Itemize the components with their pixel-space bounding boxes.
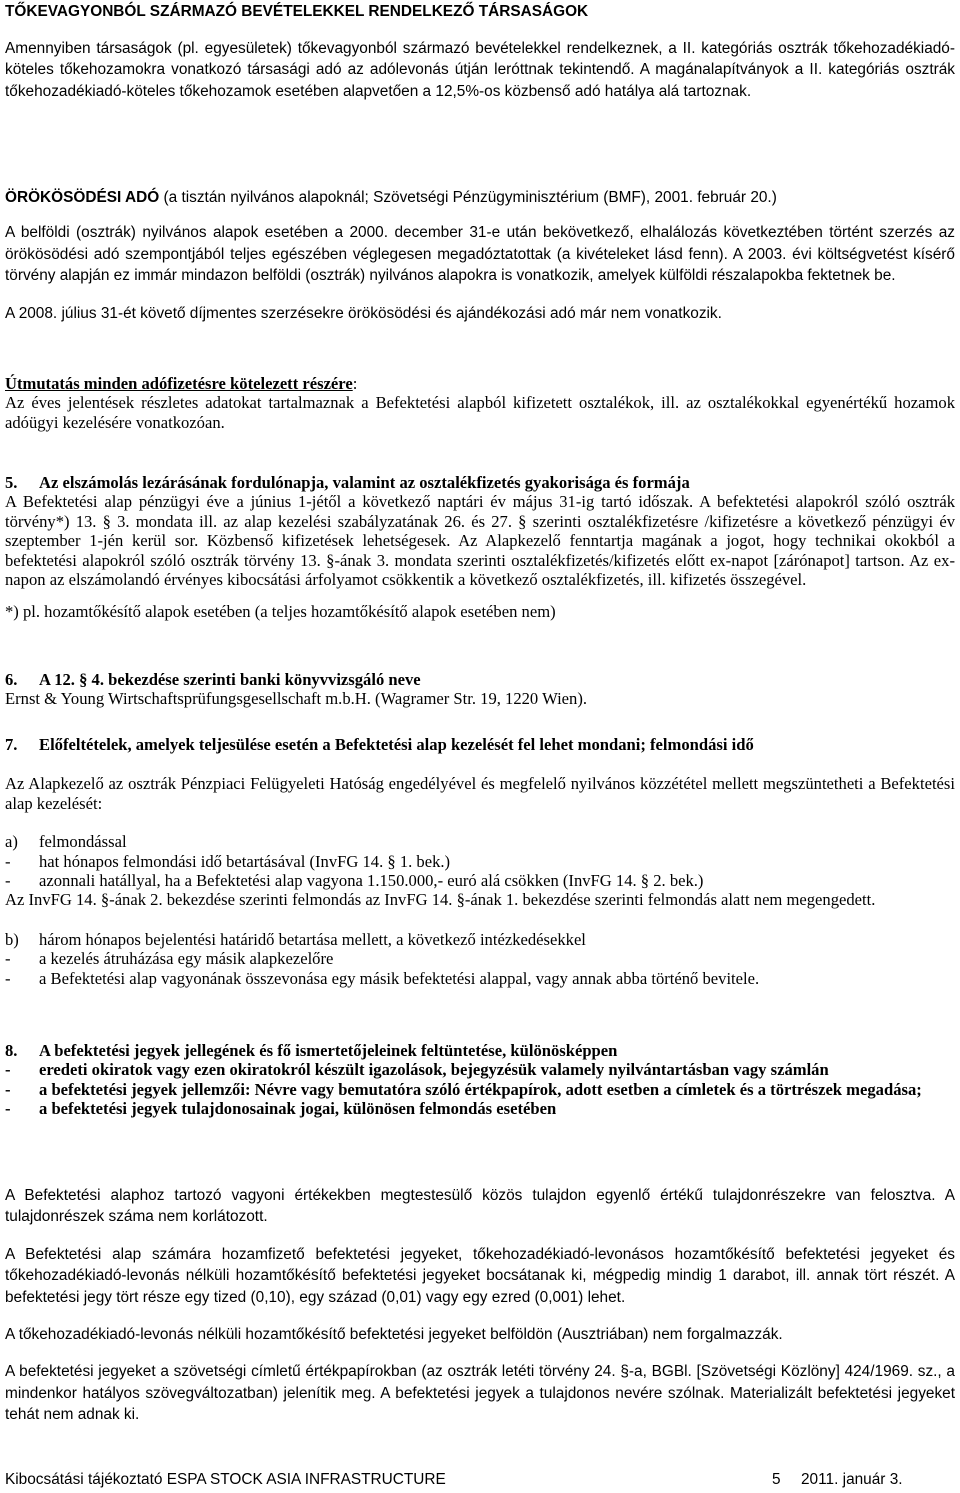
section-8-heading	[5, 1041, 955, 1060]
section-8-item-3	[5, 1099, 955, 1118]
guidance-paragraph: Az éves jelentések részletes adatokat tartalmaznak a Befektetési alapból kifizetett osztalékok, ill. az osztalékokkal egyenértékű hozamok adóügyi kezelésére vonatkozóan.	[5, 393, 955, 432]
section-8-item-3-text: a befektetési jegyek tulajdonosainak jogai, különösen felmondás esetében	[39, 1099, 557, 1119]
section-8-title: A befektetési jegyek jellegének és fő ismertetőjeleinek feltüntetése, különösképpen	[39, 1041, 618, 1060]
section-7-item-b-1	[5, 949, 955, 968]
item-a-marker: a)	[5, 832, 18, 852]
section-6-auditor: Ernst & Young Wirtschaftsprüfungsgesellschaft m.b.H. (Wagramer Str. 19, 1220 Wien).	[5, 689, 588, 709]
inheritance-tax-paragraph-1: A belföldi (osztrák) nyilvános alapok esetében a 2000. december 31-e után bekövetkező, elhalálozás következtében történt szerzés az örökösödési adó szempontjából teljes egészében véglegesen megadóztatottak (a kivételeket lásd fenn). A 2003. évi költségvetést kísérő törvény alapján ez immár mindazon belföldi (osztrák) nyilvános alapokra is vonatkozik, amelyek külföldi részalapokba fektetnek be.	[5, 224, 955, 285]
guidance-section	[5, 374, 955, 432]
item-b-1-text: a kezelés átruházása egy másik alapkezelőre	[39, 949, 334, 969]
section-5-footnote: *) pl. hozamtőkésítő alapok esetében (a teljes hozamtőkésítő alapok esetében nem)	[5, 602, 556, 622]
inheritance-tax-label: ÖRÖKÖSÖDÉSI ADÓ	[5, 189, 160, 206]
section-5-title: Az elszámolás lezárásának fordulónapja, valamint az osztalékfizetés gyakorisága és formája	[39, 473, 690, 492]
item-a-1-text: hat hónapos felmondási idő betartásával (InvFG 14. § 1. bek.)	[39, 851, 451, 871]
guidance-title-text: Útmutatás minden adófizetésre kötelezett részére	[5, 374, 353, 393]
footer-date: 2011. január 3.	[801, 1471, 903, 1488]
section-8-paragraphs	[5, 1185, 955, 1426]
inheritance-tax-note: (a tisztán nyilvános alapoknál; Szövetségi Pénzügyminisztérium (BMF), 2001. február 20.)	[159, 189, 777, 206]
dash-marker: -	[5, 851, 11, 871]
section-7-number: 7.	[5, 735, 18, 754]
section-8-item-1-text: eredeti okiratok vagy ezen okiratokról készült igazolások, bejegyzésük valamely nyilvántartásban vagy számlán	[39, 1060, 829, 1080]
intro-section	[5, 38, 955, 102]
section-8-paragraph-3: A tőkehozadékiadó-levonás nélküli hozamtőkésítő befektetési jegyeket belföldön (Ausztriában) nem forgalmazzák.	[5, 1326, 783, 1344]
section-5-paragraph: A Befektetési alap pénzügyi éve a június 1-jétől a következő naptári év május 31-ig tartó időszak. A befektetési alapokról szóló osztrák törvény*) 13. § 3. mondata ill. az alap kezelési szabályzatának 26. és 27. § szerinti osztalékfizetésre /kifizetésre a következő pénzügyi év szeptember 1-jén kerül sor. Közbenső kifizetések lehetségesek. Az Alapkezelő fenntartja magának a jogot, hogy technikai okokból a befektetési alapokról szóló osztrák törvény 13. §-ának 3. mondata szerinti osztalékfizetés/kifizetés előtt ex-napot [zárónapot] tartson. Az ex-napon az elszámolandó érvényes kibocsátási árfolyamot csökkentik a következő osztalékfizetés, ill. kifizetés összegével.	[5, 492, 955, 590]
section-8-paragraph-2: A Befektetési alap számára hozamfizető befektetési jegyeket, tőkehozadékiadó-levonásos hozamtőkésítő befektetési jegyeket és tőkehozadékiadó-levonás nélküli hozamtőkésítő befektetési jegyeket bocsátanak ki, mégpedig mindig 1 darabot, ill. annak tört részét. A befektetési jegy tört része egy tized (0,10), egy század (0,01) vagy egy ezred (0,001) lehet.	[5, 1245, 955, 1306]
section-7-item-b	[5, 930, 955, 949]
section-8-number: 8.	[5, 1041, 18, 1060]
inheritance-tax-section	[5, 187, 955, 324]
section-6-number: 6.	[5, 670, 18, 689]
item-a-2-text: azonnali hatállyal, ha a Befektetési alap vagyona 1.150.000,- euró alá csökken (InvFG 14. § 2. bek.)	[39, 871, 704, 891]
section-7	[5, 735, 955, 988]
footer-document-title: Kibocsátási tájékoztató ESPA STOCK ASIA INFRASTRUCTURE	[5, 1471, 446, 1488]
section-8-item-2-text: a befektetési jegyek jellemzői: Névre vagy bemutatóra szóló értékpapírok, adott esetben a címletek és a törtrészek megadása;	[39, 1079, 922, 1099]
section-8-paragraph-4: A befektetési jegyeket a szövetségi címletű értékpapírokban (az osztrák letéti törvény 24. §-a, BGBl. [Szövetségi Közlöny] 424/1969. sz., a mindenkor hatályos szövegváltozatban) jelenítik meg. A befektetési jegyek a tulajdonos nevére szólnak. Materializált befektetési jegyeket tehát nem adnak ki.	[5, 1363, 955, 1424]
dash-marker: -	[5, 1099, 11, 1119]
intro-paragraph: Amennyiben társaságok (pl. egyesületek) tőkevagyonból származó bevételekkel rendelkeznek, a II. kategóriás osztrák tőkehozadékiadó-köteles tőkehozamokra vonatkozó társasági adó az adólevonás útján leróttnak tekintendő. A magánalapítványok a II. kategóriás osztrák tőkehozadékiadó-köteles tőkehozamok esetében alapvetően a 12,5%-os közbenső adó hatálya alá tartoznak.	[5, 40, 955, 100]
item-a-text: felmondással	[39, 832, 127, 852]
item-b-2-text: a Befektetési alap vagyonának összevonása egy másik befektetési alappal, vagy annak abba történő bevitele.	[39, 968, 760, 988]
guidance-title-colon: :	[352, 374, 358, 393]
dash-marker: -	[5, 968, 11, 988]
dash-marker: -	[5, 1079, 11, 1099]
section-8-item-1	[5, 1060, 955, 1079]
section-5-heading	[5, 473, 955, 492]
section-5	[5, 473, 955, 622]
dash-marker: -	[5, 949, 11, 969]
item-b-text: három hónapos bejelentési határidő betartása mellett, a következő intézkedésekkel	[39, 929, 586, 949]
section-5-number: 5.	[5, 473, 18, 492]
item-b-marker: b)	[5, 929, 19, 949]
section-7-item-a	[5, 832, 955, 851]
dash-marker: -	[5, 871, 11, 891]
section-7-item-a-1	[5, 852, 955, 871]
section-6	[5, 670, 955, 709]
section-7-paragraph: Az Alapkezelő az osztrák Pénzpiaci Felügyeleti Hatóság engedélyével és megfelelő nyilvános közzététel mellett megszüntetheti a Befektetési alap kezelését:	[5, 774, 955, 813]
inheritance-tax-title	[5, 187, 955, 208]
page-footer	[5, 1469, 955, 1491]
section-8	[5, 1041, 955, 1119]
section-8-item-2	[5, 1080, 955, 1099]
section-8-paragraph-1: A Befektetési alaphoz tartozó vagyoni értékekben megtestesülő közös tulajdon egyenlő értékű tulajdonrészekre van felosztva. A tulajdonrészek száma nem korlátozott.	[5, 1187, 955, 1226]
section-7-item-b-2	[5, 969, 955, 988]
guidance-title	[5, 374, 955, 393]
dash-marker: -	[5, 1060, 11, 1080]
section-7-item-a-2	[5, 871, 955, 890]
inheritance-tax-paragraph-2: A 2008. július 31-ét követő díjmentes szerzésekre örökösödési és ajándékozási adó már nem vonatkozik.	[5, 304, 722, 322]
section-7-heading	[5, 735, 955, 754]
section-7-note: Az InvFG 14. §-ának 2. bekezdése szerinti felmondás az InvFG 14. §-ának 1. bekezdése szerinti felmondás alatt nem megengedett.	[5, 890, 876, 910]
section-6-heading	[5, 670, 955, 689]
footer-page-number: 5	[772, 1471, 781, 1488]
section-7-title: Előfeltételek, amelyek teljesülése esetén a Befektetési alap kezelését fel lehet mondani; felmondási idő	[39, 735, 754, 754]
document-heading: TŐKEVAGYONBÓL SZÁRMAZÓ BEVÉTELEKKEL RENDELKEZŐ TÁRSASÁGOK	[5, 3, 589, 20]
section-6-title: A 12. § 4. bekezdése szerinti banki könyvvizsgáló neve	[39, 670, 421, 689]
